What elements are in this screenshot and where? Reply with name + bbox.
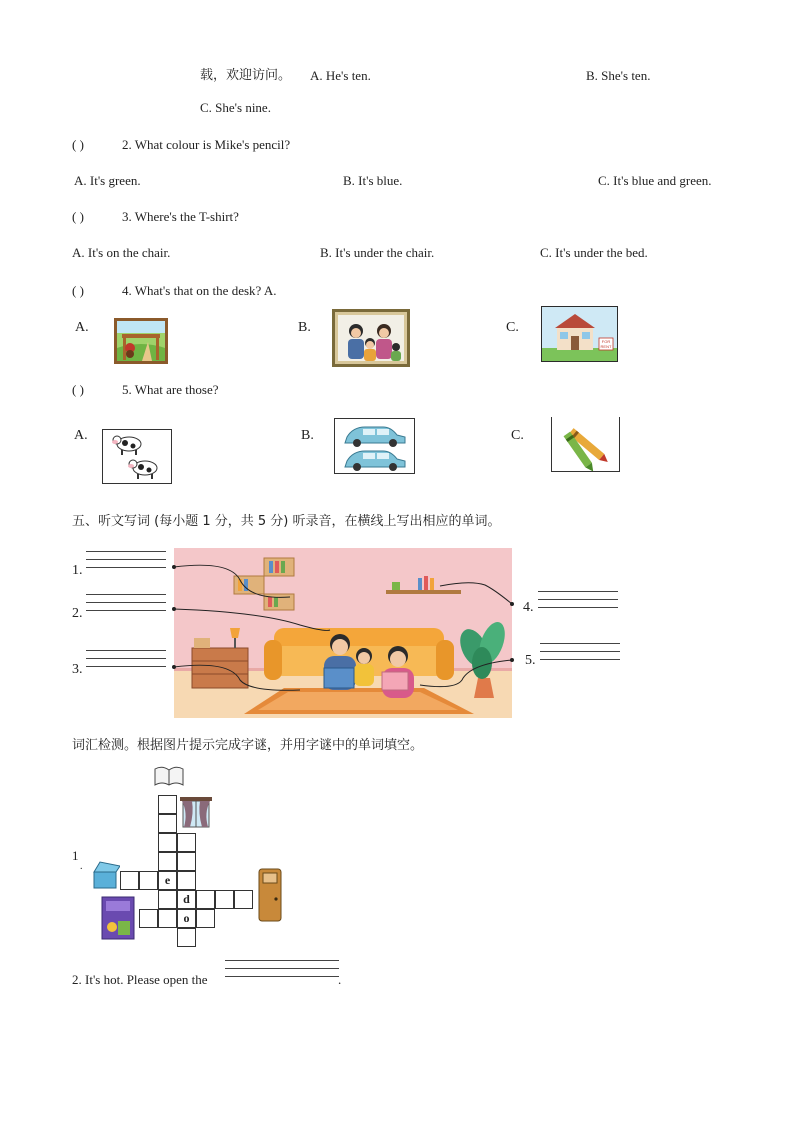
crossword-cell[interactable] [196, 909, 215, 928]
q1-text-prefix: 载，欢迎访问。 [200, 68, 292, 83]
q3-option-a: A. It's on the chair. [72, 245, 171, 260]
q2-option-c: C. It's blue and green. [598, 173, 712, 188]
listen-number-1: 1. [72, 563, 83, 578]
crossword-cell[interactable] [196, 890, 215, 909]
crossword-cell-letter-e[interactable]: e [158, 871, 177, 890]
crossword-cell[interactable] [158, 795, 177, 814]
book-icon [153, 763, 185, 789]
vocab-title: 词汇检测。根据图片提示完成字谜，并用字谜中的单词填空。 [72, 738, 424, 753]
q5-question: 5. What are those? [122, 382, 219, 397]
crossword-cell[interactable] [158, 852, 177, 871]
vocab-answer-line[interactable] [225, 960, 339, 984]
vocab-item-1-number: 1 [72, 848, 79, 863]
q5-letter-b: B. [301, 428, 314, 443]
q4-letter-a: A. [75, 320, 89, 335]
listen-number-5: 5. [525, 653, 536, 668]
crossword-cell[interactable] [177, 852, 196, 871]
crossword-cell[interactable] [120, 871, 139, 890]
crossword-cell[interactable] [215, 890, 234, 909]
q4-letter-b: B. [298, 320, 311, 335]
crossword-cell[interactable] [158, 814, 177, 833]
door-icon [257, 867, 283, 923]
crossword-cell[interactable] [158, 909, 177, 928]
vocab-item-1-dot: . [80, 861, 83, 872]
crossword-cell[interactable] [234, 890, 253, 909]
crossword-cell[interactable] [139, 909, 158, 928]
pencil-box-icon [90, 858, 120, 890]
q5-answer-blank[interactable]: ( ) [72, 382, 84, 397]
listen-number-3: 3. [72, 662, 83, 677]
q3-answer-blank[interactable]: ( ) [72, 209, 84, 224]
for-rent-sign-text: FOR RENT [600, 339, 612, 349]
crossword-cell[interactable] [158, 833, 177, 852]
listen-number-2: 2. [72, 606, 83, 621]
crossword-cell-letter-d[interactable]: d [177, 890, 196, 909]
vocab-sentence-end: . [338, 972, 342, 987]
q1-option-c: C. She's nine. [200, 100, 271, 115]
q2-question: 2. What colour is Mike's pencil? [122, 137, 291, 152]
crossword-cell[interactable] [139, 871, 158, 890]
q4-question: 4. What's that on the desk? A. [122, 283, 277, 298]
q1-option-b: B. She's ten. [586, 68, 651, 83]
english-book-icon [100, 895, 136, 941]
q3-question: 3. Where's the T-shirt? [122, 209, 239, 224]
crossword-cell[interactable] [158, 890, 177, 909]
q3-option-b: B. It's under the chair. [320, 245, 435, 260]
q2-option-a: A. It's green. [74, 173, 141, 188]
q4-answer-blank[interactable]: ( ) [72, 283, 84, 298]
listen-number-4: 4. [523, 600, 534, 615]
crossword-cell[interactable] [177, 871, 196, 890]
crossword-cell[interactable] [177, 928, 196, 947]
q3-option-c: C. It's under the bed. [540, 245, 648, 260]
q2-option-b: B. It's blue. [343, 173, 403, 188]
q4-letter-c: C. [506, 320, 519, 335]
crossword-cell[interactable] [177, 833, 196, 852]
section5-title: 五、听文写词 (每小题 1 分，共 5 分) 听录音，在横线上写出相应的单词。 [72, 514, 501, 529]
crossword-cell-letter-o[interactable]: o [177, 909, 196, 928]
q2-answer-blank[interactable]: ( ) [72, 137, 84, 152]
q5-letter-c: C. [511, 428, 524, 443]
window-icon [180, 797, 212, 831]
q5-letter-a: A. [74, 428, 88, 443]
vocab-sentence-2: 2. It's hot. Please open the [72, 972, 208, 987]
q1-option-a: A. He's ten. [310, 68, 371, 83]
